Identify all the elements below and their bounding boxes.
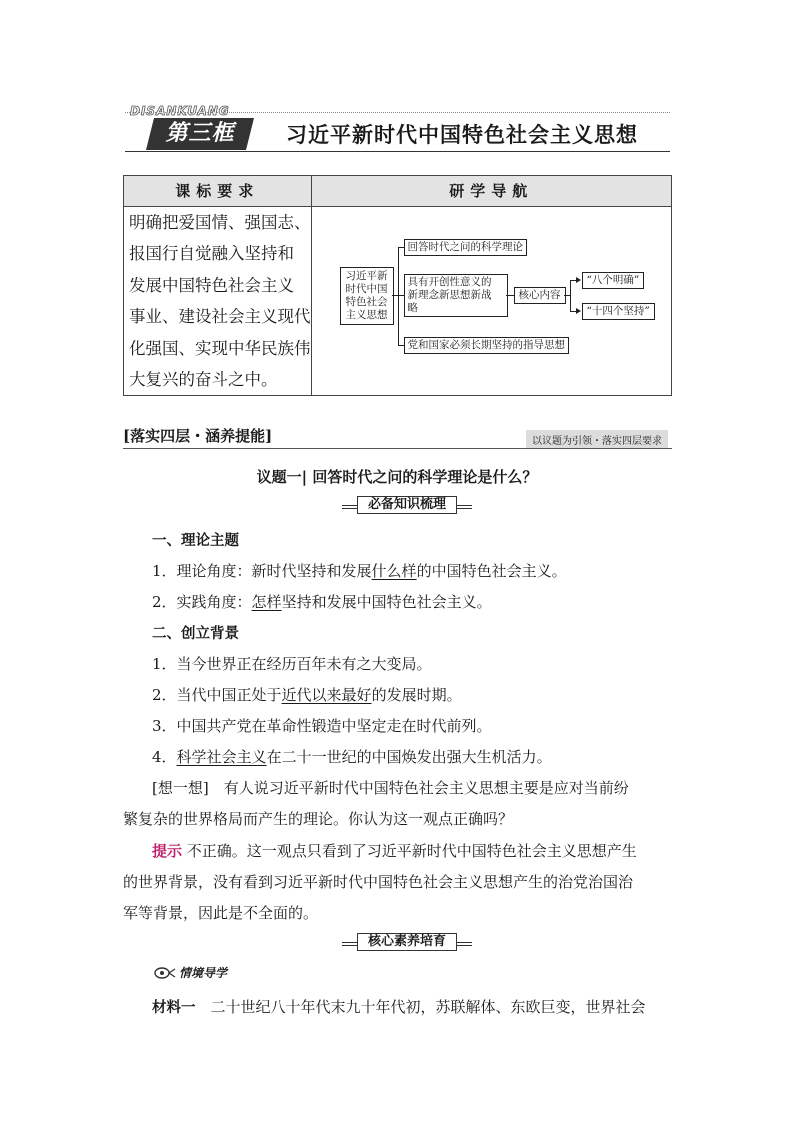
text-span: 的发展时期。 <box>371 686 462 704</box>
mindmap-cell <box>311 207 672 396</box>
list-item <box>152 746 552 767</box>
knowledge-pill <box>342 497 472 513</box>
topic-heading: 议题一| 回答时代之问的科学理论是什么？ <box>256 468 538 486</box>
list-item <box>152 591 492 612</box>
list-item <box>152 560 567 581</box>
mindmap-root <box>340 267 394 325</box>
text-span: 2．当代中国正处于 <box>152 686 282 704</box>
pill-label: 核心素养培育 <box>357 933 457 951</box>
core-literacy-pill <box>342 934 472 950</box>
section-badge <box>150 118 250 150</box>
hint-line: 的世界背景，没有看到习近平新时代中国特色社会主义思想产生的治党治国治 <box>123 873 634 891</box>
material-label: 材料一 <box>152 1000 196 1016</box>
underlined-text: 近代以来最好 <box>281 686 372 704</box>
text-span: 1．理论角度：新时代坚持和发展 <box>152 562 372 580</box>
requirement-line: 化强国、实现中华民族伟 <box>129 338 311 358</box>
requirement-line: 发展中国特色社会主义 <box>129 275 294 295</box>
scenario-label <box>154 964 227 981</box>
section-rule <box>123 448 672 449</box>
requirement-cell <box>124 207 312 396</box>
requirement-table <box>123 175 672 396</box>
section-bar <box>123 427 672 447</box>
underlined-text: 怎样 <box>251 593 282 611</box>
arrow-icon <box>576 277 581 283</box>
connector <box>398 247 399 345</box>
hint-line <box>152 840 637 861</box>
pill-label: 必备知识梳理 <box>357 496 457 514</box>
requirement-lines <box>124 207 311 395</box>
mindmap-root-line: 主义思想 <box>345 309 388 321</box>
mindmap-leaf-eight: “八个明确” <box>582 272 645 289</box>
hint-label: 提示 <box>152 842 183 860</box>
mindmap-root-line: 习近平新 <box>345 270 388 282</box>
text-span: 坚持和发展中国特色社会主义。 <box>281 593 492 611</box>
mindmap-branch-guiding: 党和国家必须长期坚持的指导思想 <box>404 337 570 354</box>
requirement-line: 事业、建设社会主义现代 <box>129 307 311 327</box>
text-span: 不正确。这一观点只看到了习近平新时代中国特色社会主义思想产生 <box>182 842 637 860</box>
requirement-line: 报国行自觉融入坚持和 <box>129 244 294 264</box>
section-title: [落实四层・涵养提能] <box>123 427 273 445</box>
col-header-navigation: 研学导航 <box>311 176 672 207</box>
think-line: 繁复杂的世界格局而产生的理论。你认为这一观点正确吗？ <box>123 810 514 828</box>
hint-line: 军等背景，因此是不全面的。 <box>123 904 319 922</box>
mindmap-root-line: 时代中国 <box>345 283 388 295</box>
text-span: 4． <box>152 748 177 766</box>
list-item: 3．中国共产党在革命性锻造中坚定走在时代前列。 <box>152 717 492 735</box>
text-span: 的中国特色社会主义。 <box>416 562 567 580</box>
material-line <box>152 996 646 1017</box>
badge-label: 第三框 <box>165 121 235 146</box>
page-title: 习近平新时代中国特色社会主义思想 <box>286 122 638 147</box>
mindmap-core: 核心内容 <box>514 287 566 304</box>
underlined-text: 科学社会主义 <box>176 748 267 766</box>
scenario-icon <box>154 966 176 980</box>
mindmap-branch-ideas <box>404 274 508 317</box>
connector <box>570 280 571 311</box>
text-span: 2．实践角度： <box>152 593 252 611</box>
text-span: 在二十一世纪的中国焕发出强大生机活力。 <box>266 748 552 766</box>
material-text: 二十世纪八十年代末九十年代初，苏联解体、东欧巨变，世界社会 <box>195 998 646 1016</box>
col-header-requirement: 课标要求 <box>124 176 312 207</box>
list-item <box>152 684 462 705</box>
requirement-line: 大复兴的奋斗之中。 <box>129 370 278 390</box>
section-tag: 以议题为引领・落实四层要求 <box>526 430 668 449</box>
heading-background: 二、创立背景 <box>152 626 239 642</box>
scenario-text: 情境导学 <box>179 966 228 980</box>
mindmap-root-line: 特色社会 <box>345 296 388 308</box>
list-item: 1．当今世界正在经历百年未有之大变局。 <box>152 655 432 673</box>
mindmap-branch-theory: 回答时代之问的科学理论 <box>404 239 528 256</box>
mindmap-branch-line: 具有开创性意义的 <box>407 276 492 288</box>
mindmap-branch-line: 新理念新思想新战 <box>407 289 492 301</box>
heading-theory: 一、理论主题 <box>152 533 239 549</box>
arrow-icon <box>576 308 581 314</box>
requirement-line: 明确把爱国情、强国志、 <box>129 213 311 232</box>
connector <box>506 295 514 296</box>
think-line: [想一想] 有人说习近平新时代中国特色社会主义思想主要是应对当前纷 <box>152 779 629 797</box>
header-pinyin: DISANKUANG <box>130 104 230 118</box>
mindmap-leaf-fourteen: “十四个坚持” <box>582 303 655 320</box>
header-rule <box>125 151 670 152</box>
underlined-text: 什么样 <box>371 562 417 580</box>
mindmap-branch-line: 略 <box>407 302 418 314</box>
